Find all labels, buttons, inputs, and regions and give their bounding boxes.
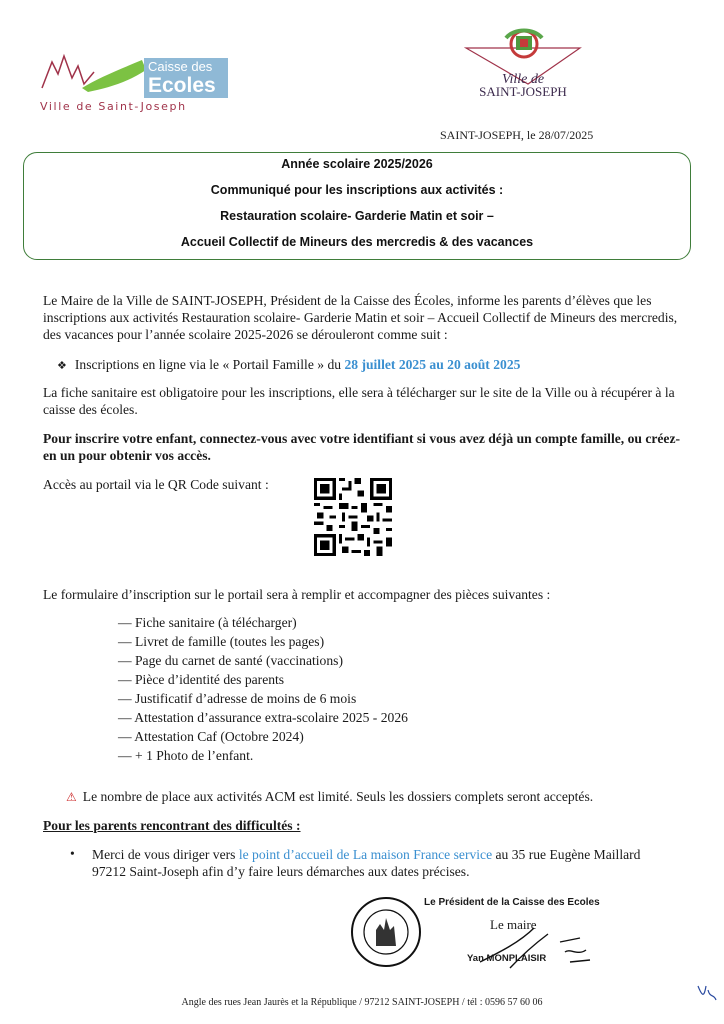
piece-text: Page du carnet de santé (vaccinations) <box>135 653 343 668</box>
dash-icon: — <box>118 653 135 668</box>
form-intro: Le formulaire d’inscription sur le portail sera à remplir et accompagner des pièces suivantes : <box>43 587 551 602</box>
dash-icon: — <box>118 634 135 649</box>
piece-item <box>118 748 253 764</box>
piece-item <box>118 634 324 650</box>
caisse-des-ecoles-logo <box>38 48 230 118</box>
title-line-3: Restauration scolaire- Garderie Matin et soir – <box>220 209 494 223</box>
registration-dates: 28 juillet 2025 au 20 août 2025 <box>344 357 521 372</box>
left-logo-caption: Ville de Saint-Joseph <box>40 100 187 113</box>
title-line-4: Accueil Collectif de Mineurs des mercredis & des vacances <box>180 235 534 249</box>
signature-role: Le maire <box>490 917 537 932</box>
piece-text: Attestation d’assurance extra-scolaire 2025 - 2026 <box>134 710 408 725</box>
date-line: SAINT-JOSEPH, le 28/07/2025 <box>440 128 594 142</box>
signature-title: Le Président de la Caisse des Ecoles <box>424 897 600 908</box>
registration-bullet <box>43 356 683 374</box>
france-service-link[interactable]: le point d’accueil de La maison France service <box>238 847 493 862</box>
dash-icon: — <box>118 710 135 725</box>
dash-icon: — <box>118 729 135 744</box>
qr-label: Accès au portail via le QR Code suivant : <box>43 477 269 492</box>
warning-line <box>66 788 686 806</box>
right-logo-line1: Ville de <box>501 72 545 87</box>
footer-address: Angle des rues Jean Jaurès et la République / 97212 SAINT-JOSEPH / tél : 0596 57 60 06 <box>181 997 543 1008</box>
piece-text: Fiche sanitaire (à télécharger) <box>135 615 297 630</box>
dash-icon: — <box>118 672 135 687</box>
piece-text: Attestation Caf (Octobre 2024) <box>134 729 304 744</box>
qr-code[interactable] <box>314 478 392 556</box>
warning-icon: ⚠ <box>66 790 77 804</box>
intro-paragraph: Le Maire de la Ville de SAINT-JOSEPH, Président de la Caisse des Écoles, informe les parents d’élèves que les inscriptions aux activités Restauration scolaire- Garderie Matin et soir – Accueil Collectif de Mineurs des mercredis, des vacances pour l’année scolaire 2025-2026 se dérouleront comme suit : <box>43 293 678 342</box>
difficulties-heading: Pour les parents rencontrant des difficultés : <box>43 818 301 833</box>
signature-name: Yan MONPLAISIR <box>467 953 547 964</box>
warning-text: Le nombre de place aux activités ACM est limité. Seuls les dossiers complets seront acceptés. <box>82 789 594 804</box>
caisse-line1: Caisse des <box>148 59 213 74</box>
piece-item <box>118 710 408 726</box>
title-line-1: Année scolaire 2025/2026 <box>281 157 433 171</box>
difficulties-paragraph <box>92 846 652 880</box>
difficulties-prefix: Merci de vous diriger vers <box>92 847 239 862</box>
piece-item <box>118 672 284 688</box>
right-logo-line2: SAINT-JOSEPH <box>479 84 567 99</box>
dot-bullet-icon: • <box>70 846 75 861</box>
handwritten-signature-icon <box>470 912 600 974</box>
piece-item <box>118 729 304 745</box>
piece-text: Livret de famille (toutes les pages) <box>135 634 325 649</box>
piece-item <box>118 653 343 669</box>
title-box <box>23 152 691 260</box>
piece-item <box>118 691 356 707</box>
piece-text: Pièce d’identité des parents <box>135 672 285 687</box>
bullet-text: Inscriptions en ligne via le « Portail Famille » du <box>74 357 345 372</box>
fiche-paragraph: La fiche sanitaire est obligatoire pour les inscriptions, elle sera à télécharger sur le site de la Ville ou à récupérer à la caisse des écoles. <box>43 385 675 417</box>
caisse-line2: Ecoles <box>148 74 216 97</box>
dash-icon: — <box>118 748 135 763</box>
piece-item <box>118 615 297 631</box>
title-line-2: Communiqué pour les inscriptions aux activités : <box>210 183 504 197</box>
city-outline-icon <box>38 48 148 100</box>
diamond-bullet-icon: ❖ <box>57 359 67 372</box>
dash-icon: — <box>118 615 135 630</box>
piece-text: + 1 Photo de l’enfant. <box>135 748 254 763</box>
ville-saint-joseph-logo <box>464 26 582 126</box>
connect-paragraph: Pour inscrire votre enfant, connectez-vous avec votre identifiant si vous avez déjà un compte famille, ou créez-en un pour obtenir vos accès. <box>43 431 681 463</box>
caisse-badge <box>144 58 228 98</box>
official-stamp-icon <box>350 896 422 968</box>
piece-text: Justificatif d’adresse de moins de 6 mois <box>135 691 357 706</box>
difficulties-suffix: au 35 rue Eugène Maillard 97212 Saint-Joseph afin d’y faire leurs démarches aux dates précises. <box>92 847 641 879</box>
dash-icon: — <box>118 691 135 706</box>
